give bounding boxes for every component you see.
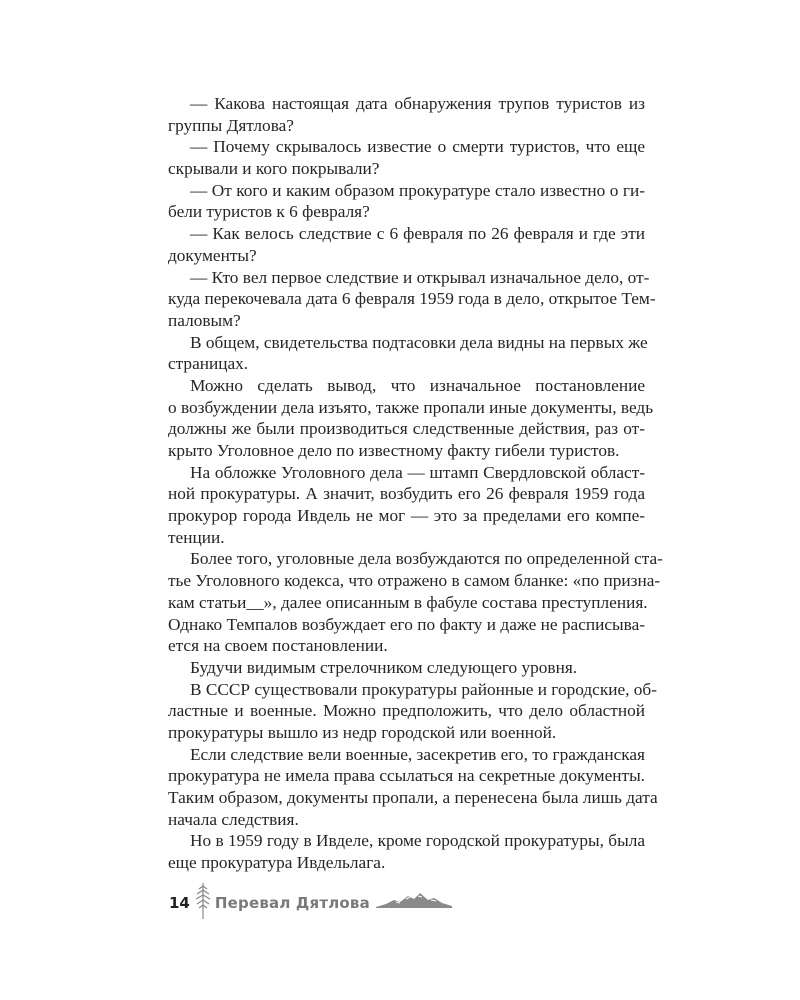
book-title: Перевал Дятлова — [214, 894, 370, 912]
paragraph — [168, 267, 656, 332]
page-footer — [169, 883, 452, 923]
text-line: должны же были производиться следственные действия, раз от- — [168, 419, 645, 439]
text-line: Таким образом, документы пропали, а перенесена была лишь дата — [168, 788, 658, 807]
text-line: Если следствие вели военные, засекретив его, то гражданская — [190, 744, 645, 764]
tree-icon — [194, 881, 212, 925]
paragraph — [168, 375, 654, 462]
text-line: ной прокуратуры. А значит, возбудить его 26 февраля 1959 года — [168, 484, 645, 504]
text-line: куда перекочевала дата 6 февраля 1959 года в дело, открытое Тем- — [168, 289, 656, 309]
text-line: ластные и военные. Можно предположить, что дело областной — [168, 701, 645, 721]
text-line: документы? — [168, 245, 257, 265]
text-line: крыто Уголовное дело по известному факту гибели туристов. — [168, 441, 620, 460]
text-line: Однако Темпалов возбуждает его по факту и даже не расписыва- — [168, 614, 645, 634]
text-line: прокурор города Ивдель не мог — это за пределами его компе- — [168, 506, 645, 526]
paragraph — [168, 657, 645, 679]
text-line: Но в 1959 году в Ивделе, кроме городской прокуратуры, была — [190, 831, 645, 851]
text-line: группы Дятлова? — [168, 115, 294, 135]
text-line: тенции. — [168, 527, 225, 547]
text-line: Более того, уголовные дела возбуждаются по определенной ста- — [190, 549, 663, 569]
text-line: — Как велось следствие с 6 февраля по 26 февраля и где эти — [190, 224, 645, 244]
text-line: бели туристов к 6 февраля? — [168, 202, 370, 222]
text-line: прокуратуры вышло из недр городской или военной. — [168, 722, 557, 742]
paragraph — [168, 830, 645, 873]
text-line: Можно сделать вывод, что изначальное постановление — [190, 375, 645, 395]
text-line: В СССР существовали прокуратуры районные и городские, об- — [190, 679, 657, 699]
paragraph — [168, 462, 645, 549]
paragraph — [168, 332, 648, 375]
paragraph — [168, 744, 658, 831]
text-line: На обложке Уголовного дела — штамп Свердловской област- — [190, 462, 645, 482]
text-line: — Кто вел первое следствие и открывал изначальное дело, от- — [190, 267, 650, 287]
text-line: скрывали и кого покрывали? — [168, 159, 380, 179]
text-line: прокуратура не имела права ссылаться на секретные документы. — [168, 766, 645, 786]
paragraph — [168, 679, 657, 744]
text-line: еще прокуратура Ивдельлага. — [168, 853, 386, 873]
text-line: В общем, свидетельства подтасовки дела видны на первых же — [190, 332, 648, 352]
text-line: — Какова настоящая дата обнаружения трупов туристов из — [190, 94, 645, 113]
text-line: кам статьи__», далее описанным в фабуле состава преступления. — [168, 592, 648, 612]
paragraph — [168, 136, 645, 179]
paragraph — [168, 93, 645, 136]
paragraph — [168, 548, 663, 656]
text-line: о возбуждении дела изъято, также пропали иные документы, ведь — [168, 397, 654, 417]
page-body-text — [168, 93, 663, 874]
text-line: страницах. — [168, 354, 249, 374]
page-number: 14 — [169, 894, 190, 912]
text-line: — Почему скрывалось известие о смерти туристов, что еще — [190, 137, 645, 157]
text-line: Будучи видимым стрелочником следующего уровня. — [190, 657, 578, 677]
text-line: паловым? — [168, 310, 241, 330]
paragraph — [168, 223, 645, 266]
text-line: — От кого и каким образом прокуратуре стало известно о ги- — [190, 180, 645, 200]
mountains-icon — [376, 891, 452, 915]
text-line: тье Уголовного кодекса, что отражено в самом бланке: «по призна- — [168, 571, 661, 591]
text-line: ется на своем постановлении. — [168, 636, 388, 656]
text-line: начала следствия. — [168, 809, 299, 829]
paragraph — [168, 180, 645, 223]
